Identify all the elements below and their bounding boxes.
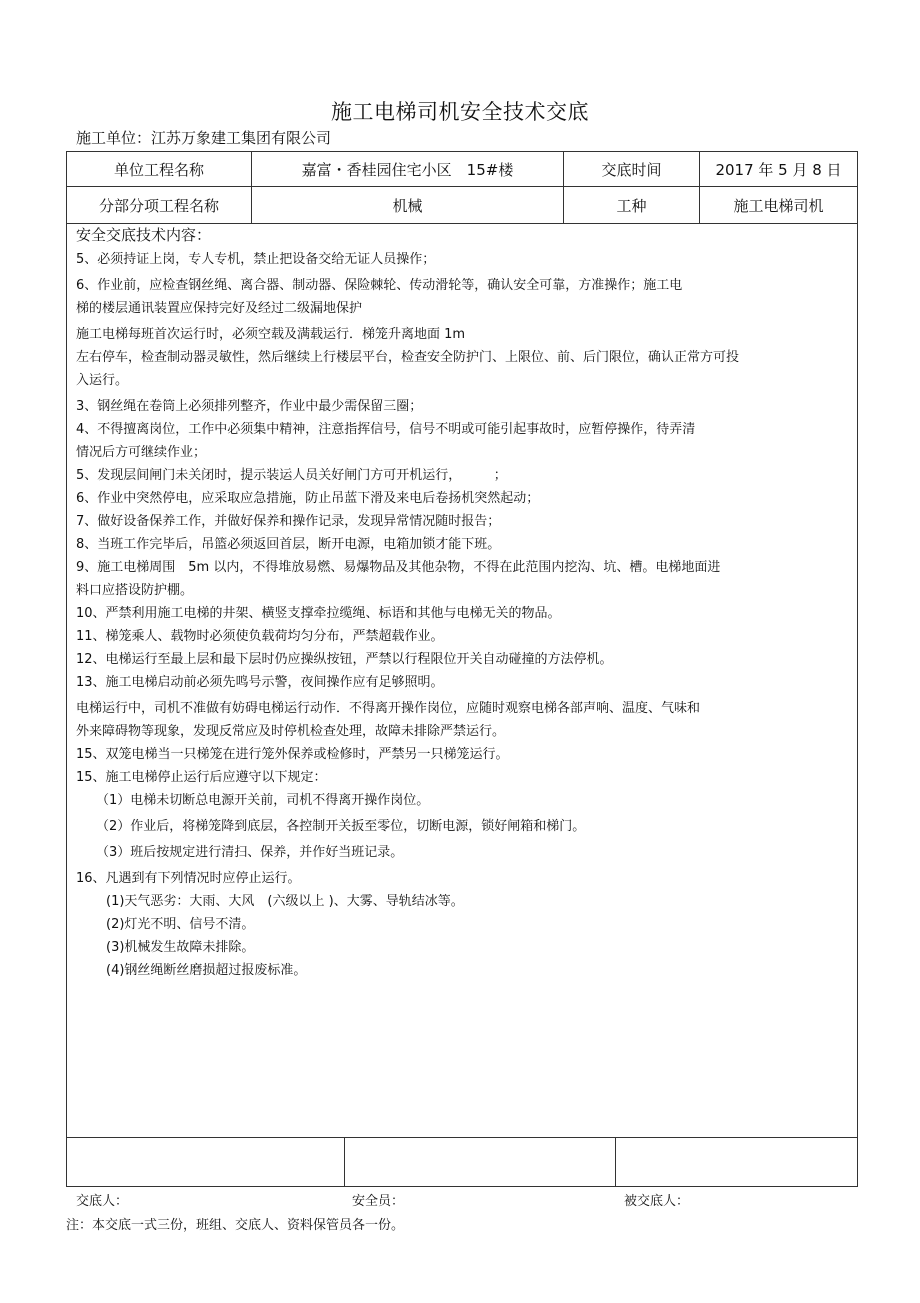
column-divider (344, 1137, 345, 1187)
document-title: 施工电梯司机安全技术交底 (331, 100, 589, 124)
content-line: （3）班后按规定进行清扫、保养，并作好当班记录。 (96, 845, 404, 860)
content-line: 外来障碍物等现象，发现反常应及时停机检查处理，故障未排除严禁运行。 (76, 724, 506, 739)
safety-officer-label: 安全员： (352, 1194, 405, 1209)
disclosure-time-label: 交底时间 (601, 160, 662, 179)
construction-unit-label: 施工单位： (76, 129, 152, 147)
column-divider (615, 1137, 616, 1187)
content-line: 4、不得擅离岗位，工作中必须集中精神，注意指挥信号，信号不明或可能引起事故时，应暂停操作，待弄清 (76, 422, 696, 437)
disclosure-time-value: 2017 年 5 月 8 日 (715, 160, 842, 179)
content-line: 情况后方可继续作业； (76, 445, 207, 460)
content-line: (2)灯光不明、信号不清。 (106, 917, 255, 932)
trade-value: 施工电梯司机 (733, 196, 824, 215)
content-line: 6、作业前，应检查钢丝绳、离合器、制动器、保险棘轮、传动滑轮等，确认安全可靠，方准操作；施工电 (76, 278, 683, 293)
content-line: 11、梯笼乘人、载物时必须使负载荷均匀分布，严禁超载作业。 (76, 629, 444, 644)
content-line: 梯的楼层通讯装置应保持完好及经过二级漏地保护 (76, 301, 363, 316)
content-line: (3)机械发生故障未排除。 (106, 940, 255, 955)
content-line: 电梯运行中，司机不准做有妨碍电梯运行动作．不得离开操作岗位，应随时观察电梯各部声响、温度、气味和 (76, 701, 701, 716)
project-name-value: 嘉富・香桂园住宅小区 15#楼 (301, 160, 514, 179)
receiver-label: 被交底人： (624, 1194, 690, 1209)
project-name-label: 单位工程名称 (113, 160, 204, 179)
handover-person-label: 交底人： (76, 1194, 129, 1209)
content-line: 9、施工电梯周围 5m 以内，不得堆放易燃、易爆物品及其他杂物，不得在此范围内挖沟、坑、槽。电梯地面进 (76, 560, 721, 575)
construction-unit-value: 江苏万象建工集团有限公司 (151, 129, 332, 147)
content-line: (1)天气恶劣：大雨、大风 (六级以上 )、大雾、导轨结冰等。 (106, 894, 464, 909)
content-line: 施工电梯每班首次运行时，必须空载及满载运行．梯笼升离地面 1m (76, 327, 466, 342)
content-line: 6、作业中突然停电，应采取应急措施，防止吊蓝下滑及来电后卷扬机突然起动； (76, 491, 540, 506)
safety-content (76, 224, 846, 982)
content-line: 12、电梯运行至最上层和最下层时仍应操纵按钮，严禁以行程限位开关自动碰撞的方法停机。 (76, 652, 613, 667)
sub-project-label: 分部分项工程名称 (98, 196, 219, 215)
content-line: 5、必须持证上岗，专人专机，禁止把设备交给无证人员操作； (76, 252, 436, 267)
content-heading: 安全交底技术内容： (76, 226, 212, 244)
content-line: 入运行。 (76, 373, 129, 388)
trade-label: 工种 (616, 196, 647, 215)
construction-unit (76, 127, 331, 148)
content-line: 10、严禁利用施工电梯的井架、横竖支撑牵拉缆绳、标语和其他与电梯无关的物品。 (76, 606, 561, 621)
content-line: 8、当班工作完毕后，吊篮必须返回首层，断开电源，电箱加锁才能下班。 (76, 537, 501, 552)
content-line: 16、凡遇到有下列情况时应停止运行。 (76, 871, 301, 886)
footnote: 注：本交底一式三份，班组、交底人、资料保管员各一份。 (66, 1218, 405, 1233)
content-line: 料口应搭设防护棚。 (76, 583, 194, 598)
content-line: 5、发现层间闸门未关闭时，提示装运人员关好闸门方可开机运行， ； (76, 468, 507, 483)
content-line: 13、施工电梯启动前必须先鸣号示警，夜间操作应有足够照明。 (76, 675, 444, 690)
content-line: 左右停车，检查制动器灵敏性，然后继续上行楼层平台，检查安全防护门、上限位、前、后门限位，确认正常方可投 (76, 350, 740, 365)
content-line: 3、钢丝绳在卷筒上必须排列整齐，作业中最少需保留三圈； (76, 399, 423, 414)
disclosure-table (66, 151, 858, 1187)
content-line: 15、双笼电梯当一只梯笼在进行笼外保养或检修时，严禁另一只梯笼运行。 (76, 747, 509, 762)
content-line: （1）电梯未切断总电源开关前，司机不得离开操作岗位。 (96, 793, 430, 808)
row-divider (67, 1137, 857, 1138)
content-line: （2）作业后，将梯笼降到底层，各控制开关扳至零位，切断电源，锁好闸箱和梯门。 (96, 819, 586, 834)
content-line: 15、施工电梯停止运行后应遵守以下规定： (76, 770, 327, 785)
sub-project-value: 机械 (392, 196, 423, 215)
content-line: (4)钢丝绳断丝磨损超过报废标准。 (106, 963, 307, 978)
content-line: 7、做好设备保养工作，并做好保养和操作记录，发现异常情况随时报告； (76, 514, 501, 529)
